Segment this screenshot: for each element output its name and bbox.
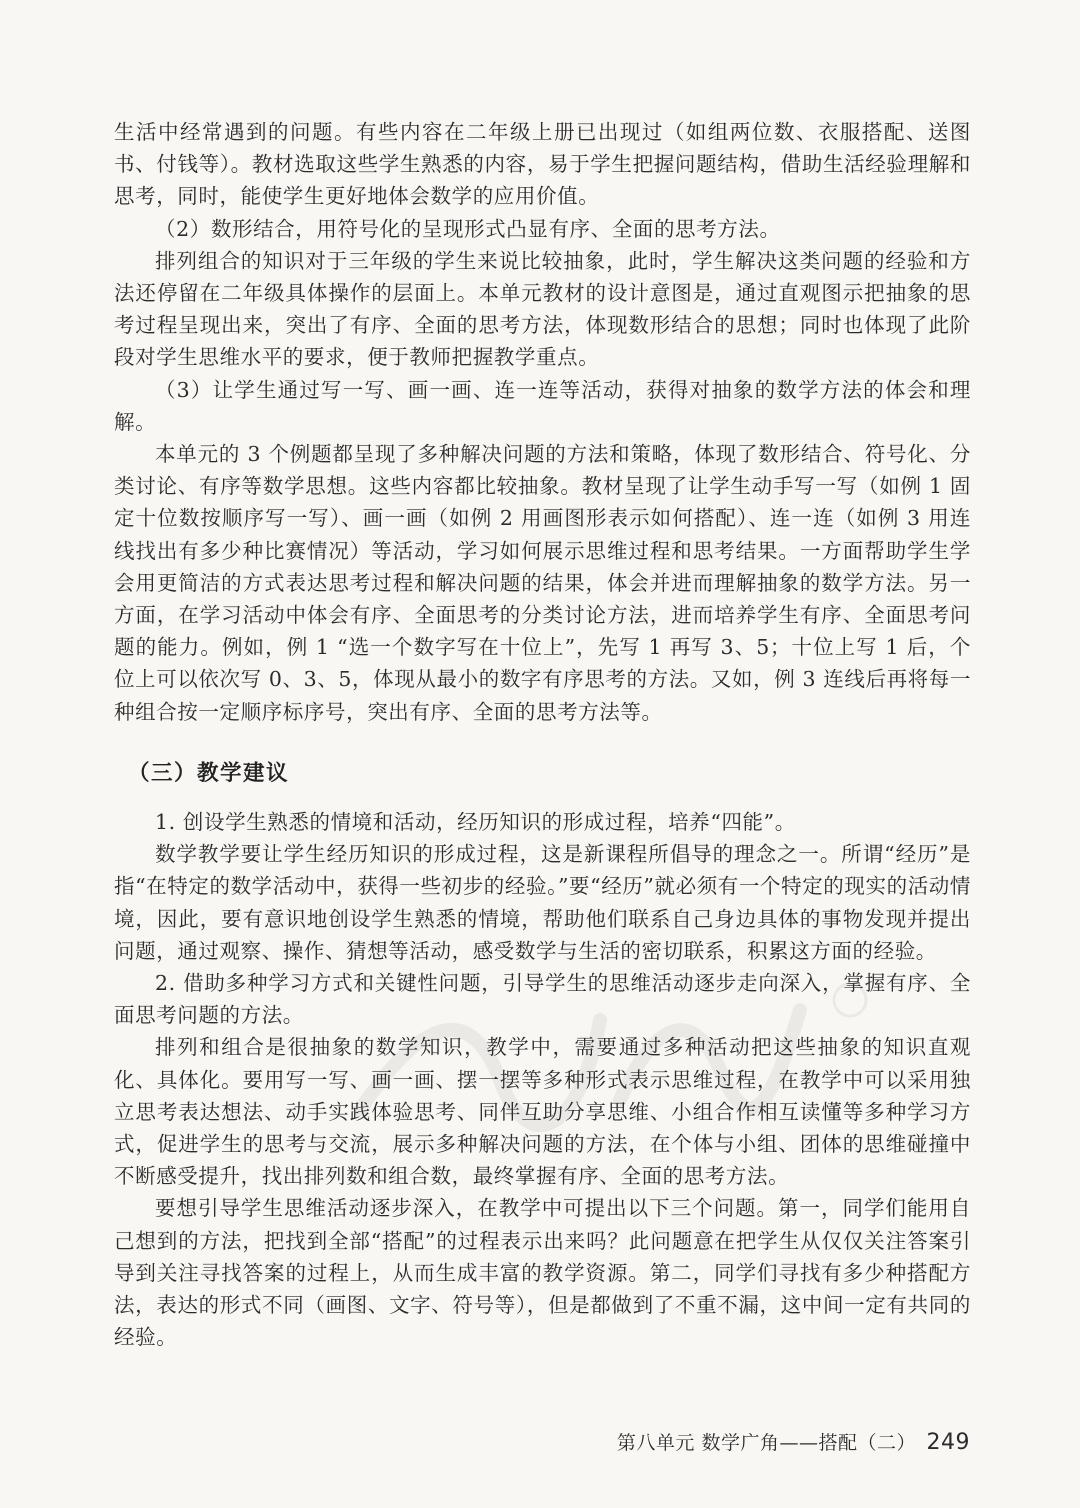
body-bottom [114, 806, 971, 1353]
paragraph: 本单元的 3 个例题都呈现了多种解决问题的方法和策略，体现了数形结合、符号化、分类讨论、有序等数学思想。这些内容都比较抽象。教材呈现了让学生动手写一写（如例 1 固定十位数按顺序写一写）、画一画（如例 2 用画图形表示如何搭配）、连一连（如例 3 用连线找出有多少种比赛情况）等活动，学习如何展示思维过程和思考结果。一方面帮助学生学会用更简洁的方式表达思考过程和解决问题的结果，体会并进而理解抽象的数学方法。另一方面，在学习活动中体会有序、全面思考的分类讨论方法，进而培养学生有序、全面思考问题的能力。例如，例 1 “选一个数字写在十位上”，先写 1 再写 3、5；十位上写 1 后，个位上可以依次写 0、3、5，体现从最小的数字有序思考的方法。又如，例 3 连线后再将每一种组合按一定顺序标序号，突出有序、全面的思考方法等。 [114, 442, 971, 724]
paragraph: 数学教学要让学生经历知识的形成过程，这是新课程所倡导的理念之一。所谓“经历”是指“在特定的数学活动中，获得一些初步的经验。”要“经历”就必须有一个特定的现实的活动情境，因此，要有意识地创设学生熟悉的情境，帮助他们联系自己身边具体的事物发现并提出问题，通过观察、操作、猜想等活动，感受数学与生活的密切联系，积累这方面的经验。 [114, 842, 971, 963]
section-title: （三）教学建议 [128, 761, 290, 786]
page-number: 249 [926, 1430, 970, 1455]
paragraph-continued: 生活中经常遇到的问题。有些内容在二年级上册已出现过（如组两位数、衣服搭配、送图书、付钱等）。教材选取这些学生熟悉的内容，易于学生把握问题结构，借助生活经验理解和思考，同时，能使学生更好地体会数学的应用价值。 [114, 120, 971, 209]
paragraph: 要想引导学生思维活动逐步深入，在教学中可提出以下三个问题。第一，同学们能用自己想到的方法，把找到全部“搭配”的过程表示出来吗？此问题意在把学生从仅仅关注答案引导到关注寻找答案的过程上，从而生成丰富的教学资源。第二，同学们寻找有多少种搭配方法，表达的形式不同（画图、文字、符号等），但是都做到了不重不漏，这中间一定有共同的经验。 [114, 1196, 971, 1350]
subheading-2: （2）数形结合，用符号化的呈现形式凸显有序、全面的思考方法。 [155, 216, 781, 241]
suggestion-2-heading: 2. 借助多种学习方式和关键性问题，引导学生的思维活动逐步走向深入，掌握有序、全面思考问题的方法。 [114, 971, 971, 1028]
subheading-3: （3）让学生通过写一写、画一画、连一连等活动，获得对抽象的数学方法的体会和理解。 [114, 377, 971, 434]
paragraph: 排列和组合是很抽象的数学知识，教学中，需要通过多种活动把这些抽象的知识直观化、具体化。要用写一写、画一画、摆一摆等多种形式表示思维过程，在教学中可以采用独立思考表达想法、动手实践体验思考、同伴互助分享思维、小组合作相互读懂等多种学习方式，促进学生的思考与交流，展示多种解决问题的方法，在个体与小组、团体的思维碰撞中不断感受提升，找出排列数和组合数，最终掌握有序、全面的思考方法。 [114, 1035, 971, 1189]
suggestion-1-heading: 1. 创设学生熟悉的情境和活动，经历知识的形成过程，培养“四能”。 [155, 810, 796, 834]
body-top [114, 116, 971, 728]
page-footer [600, 1428, 970, 1455]
paragraph: 排列组合的知识对于三年级的学生来说比较抽象，此时，学生解决这类问题的经验和方法还停留在二年级具体操作的层面上。本单元教材的设计意图是，通过直观图示把抽象的思考过程呈现出来，突出了有序、全面的思考方法，体现数形结合的思想；同时也体现了此阶段对学生思维水平的要求，便于教师把握教学重点。 [114, 248, 971, 370]
running-head: 第八单元 数学广角——搭配（二） [616, 1432, 916, 1454]
